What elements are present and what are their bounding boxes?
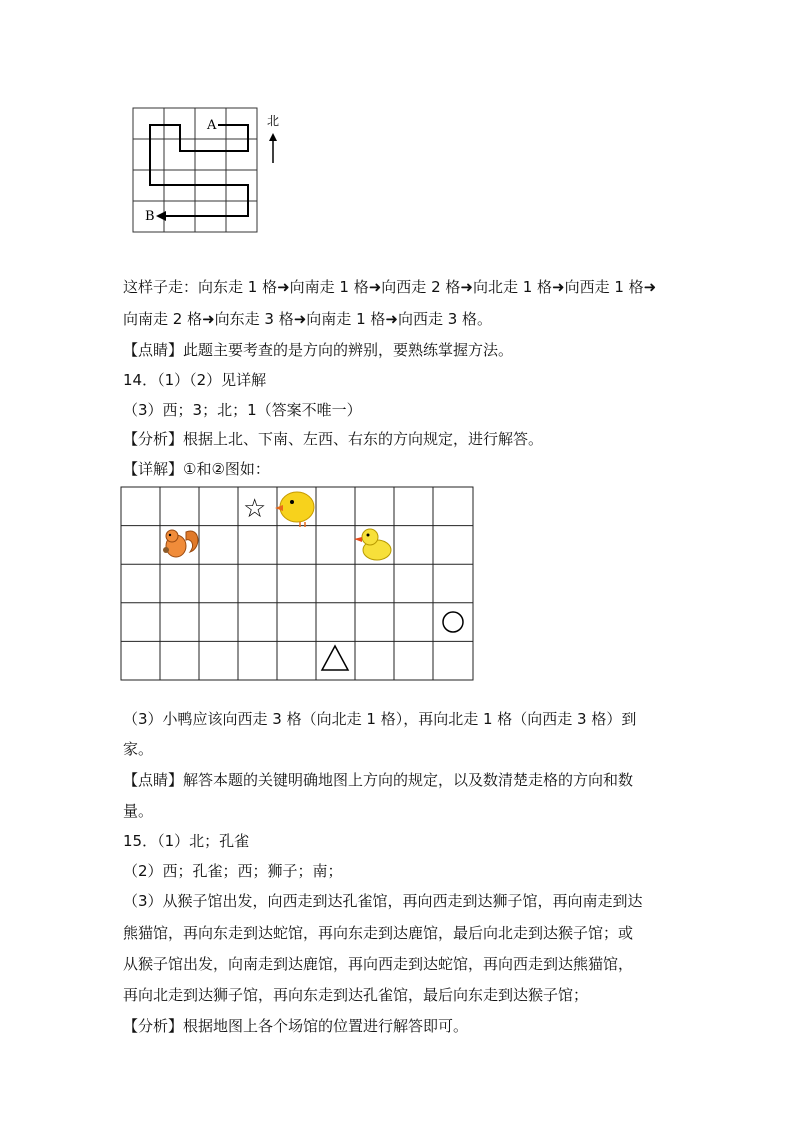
star-icon: ☆ bbox=[243, 494, 267, 524]
chick-icon bbox=[275, 492, 314, 527]
text-line-14: （3）从猴子馆出发，向西走到达孔雀馆，再向西走到达狮子馆，再向南走到达 bbox=[123, 892, 643, 910]
text-line-6: 【分析】根据上北、下南、左西、右东的方向规定，进行解答。 bbox=[123, 430, 544, 448]
circle-icon bbox=[443, 612, 463, 632]
text-line-11: 量。 bbox=[123, 802, 154, 820]
text-line-7: 【详解】①和②图如： bbox=[123, 460, 270, 478]
text-line-3: 【点睛】此题主要考查的是方向的辨别，要熟练掌握方法。 bbox=[123, 341, 514, 359]
duck-icon bbox=[354, 529, 391, 560]
text-line-17: 再向北走到达狮子馆，再向东走到达孔雀馆，最后向东走到达猴子馆； bbox=[123, 986, 589, 1004]
text-line-18: 【分析】根据地图上各个场馆的位置进行解答即可。 bbox=[123, 1017, 469, 1035]
squirrel-icon bbox=[163, 530, 198, 557]
north-label: 北 bbox=[267, 114, 280, 128]
text-line-13: （2）西；孔雀；西；狮子；南； bbox=[123, 862, 343, 880]
text-line-9: 家。 bbox=[123, 740, 154, 758]
text-line-10: 【点睛】解答本题的关键明确地图上方向的规定，以及数清楚走格的方向和数 bbox=[123, 771, 634, 789]
label-a: A bbox=[207, 118, 217, 133]
path-grid-diagram bbox=[130, 105, 290, 235]
text-line-12: 15．（1）北；孔雀 bbox=[123, 832, 250, 850]
text-line-5: （3）西；3；北；1（答案不唯一） bbox=[123, 401, 362, 419]
text-line-15: 熊猫馆，再向东走到达蛇馆，再向东走到达鹿馆，最后向北走到达猴子馆；或 bbox=[123, 924, 634, 942]
label-b: B bbox=[145, 209, 155, 224]
route-arrowhead bbox=[156, 211, 166, 221]
triangle-icon bbox=[322, 646, 348, 670]
text-line-2: 向南走 2 格➜向东走 3 格➜向南走 1 格➜向西走 3 格。 bbox=[123, 310, 493, 328]
text-line-1: 这样子走：向东走 1 格➜向南走 1 格➜向西走 2 格➜向北走 1 格➜向西走 1 格➜ bbox=[123, 278, 657, 296]
map-grid-diagram bbox=[120, 486, 476, 682]
text-line-8: （3）小鸭应该向西走 3 格（向北走 1 格），再向北走 1 格（向西走 3 格）到 bbox=[123, 710, 637, 728]
text-line-16: 从猴子馆出发，向南走到达鹿馆，再向西走到达蛇馆，再向西走到达熊猫馆， bbox=[123, 955, 634, 973]
text-line-4: 14．（1）（2）见详解 bbox=[123, 371, 267, 389]
